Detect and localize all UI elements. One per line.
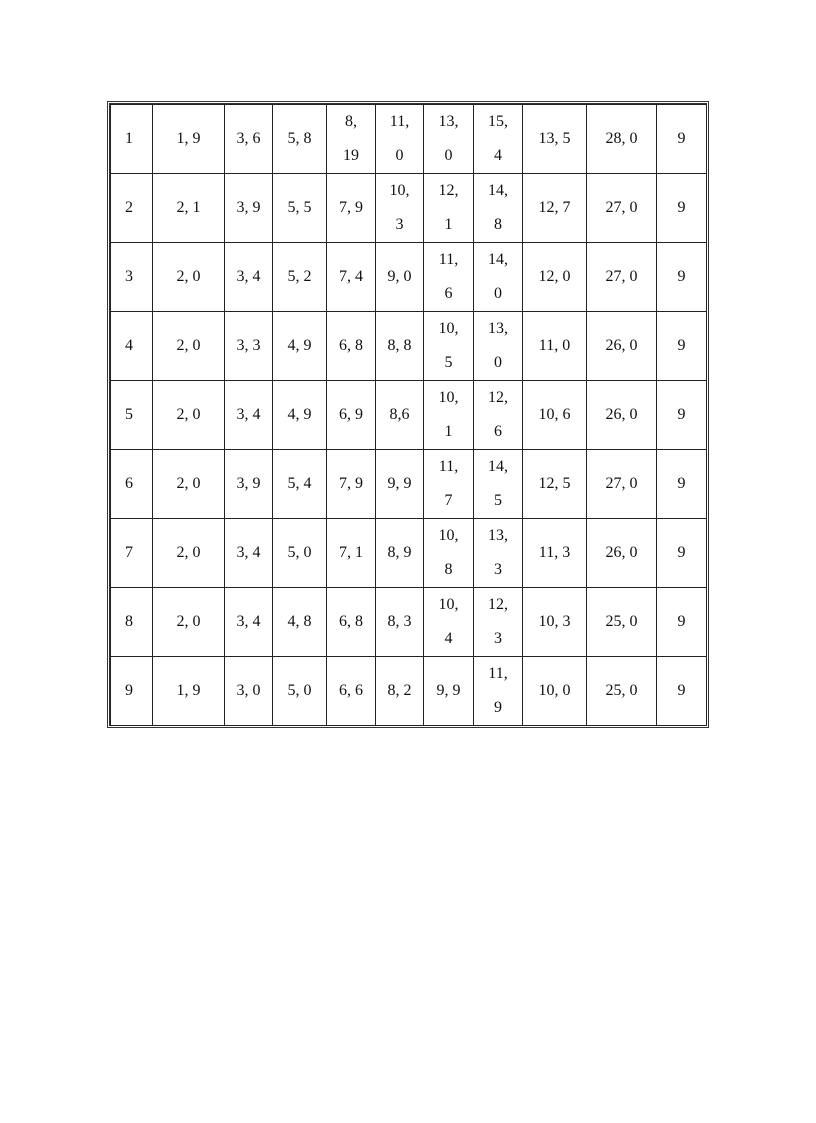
table-cell: 27, 0 [587, 174, 657, 243]
table-cell: 5, 8 [273, 105, 327, 174]
row-index-cell: 3 [111, 243, 153, 312]
table-cell: 8, 19 [327, 105, 376, 174]
table-cell: 2, 0 [153, 588, 225, 657]
table-cell: 7, 9 [327, 450, 376, 519]
table-cell: 13, 3 [474, 519, 523, 588]
table-cell: 6, 6 [327, 657, 376, 726]
table-row [111, 450, 707, 519]
table-cell: 3, 3 [225, 312, 273, 381]
table-cell: 25, 0 [587, 657, 657, 726]
table-cell: 1, 9 [153, 657, 225, 726]
table-cell: 8, 3 [376, 588, 424, 657]
table-cell: 8, 2 [376, 657, 424, 726]
table-cell: 11, 0 [523, 312, 587, 381]
table-cell: 14, 0 [474, 243, 523, 312]
table-cell: 2, 0 [153, 312, 225, 381]
table-cell: 6, 8 [327, 312, 376, 381]
table-cell: 27, 0 [587, 450, 657, 519]
row-index-cell: 6 [111, 450, 153, 519]
table-cell: 13, 0 [424, 105, 474, 174]
table-row [111, 381, 707, 450]
table-cell: 2, 0 [153, 243, 225, 312]
table-cell: 8,6 [376, 381, 424, 450]
table-cell: 5, 0 [273, 519, 327, 588]
table-cell: 25, 0 [587, 588, 657, 657]
table-cell: 3, 4 [225, 381, 273, 450]
table-row [111, 657, 707, 726]
table-cell: 12, 7 [523, 174, 587, 243]
table-cell: 13, 5 [523, 105, 587, 174]
table-cell: 11, 6 [424, 243, 474, 312]
table-cell: 8, 9 [376, 519, 424, 588]
table-cell: 10, 8 [424, 519, 474, 588]
table-row [111, 105, 707, 174]
table-cell: 9 [657, 657, 707, 726]
table-cell: 15, 4 [474, 105, 523, 174]
table-row [111, 312, 707, 381]
table-cell: 9 [657, 312, 707, 381]
table-cell: 5, 5 [273, 174, 327, 243]
table-cell: 11, 3 [523, 519, 587, 588]
table-cell: 26, 0 [587, 519, 657, 588]
table-cell: 11, 9 [474, 657, 523, 726]
table-cell: 14, 5 [474, 450, 523, 519]
table-cell: 9, 0 [376, 243, 424, 312]
row-index-cell: 2 [111, 174, 153, 243]
table-row [111, 243, 707, 312]
table-cell: 10, 3 [523, 588, 587, 657]
table-cell: 4, 8 [273, 588, 327, 657]
table-row [111, 174, 707, 243]
table-cell: 26, 0 [587, 381, 657, 450]
table-body [111, 105, 707, 726]
table-cell: 6, 9 [327, 381, 376, 450]
table-cell: 5, 2 [273, 243, 327, 312]
table-cell: 5, 4 [273, 450, 327, 519]
table-cell: 3, 4 [225, 519, 273, 588]
table-cell: 2, 0 [153, 450, 225, 519]
table-cell: 10, 3 [376, 174, 424, 243]
table-cell: 1, 9 [153, 105, 225, 174]
table-cell: 9 [657, 588, 707, 657]
table-cell: 12, 6 [474, 381, 523, 450]
table-cell: 9 [657, 174, 707, 243]
data-table [110, 104, 707, 726]
table-cell: 5, 0 [273, 657, 327, 726]
table-cell: 3, 6 [225, 105, 273, 174]
row-index-cell: 8 [111, 588, 153, 657]
table-cell: 12, 0 [523, 243, 587, 312]
table-cell: 10, 5 [424, 312, 474, 381]
table-cell: 3, 9 [225, 174, 273, 243]
table-cell: 3, 4 [225, 243, 273, 312]
table-cell: 10, 0 [523, 657, 587, 726]
table-cell: 7, 9 [327, 174, 376, 243]
table-cell: 26, 0 [587, 312, 657, 381]
table-cell: 4, 9 [273, 381, 327, 450]
table-cell: 9 [657, 105, 707, 174]
table-cell: 14, 8 [474, 174, 523, 243]
row-index-cell: 9 [111, 657, 153, 726]
table-cell: 11, 7 [424, 450, 474, 519]
table-cell: 3, 4 [225, 588, 273, 657]
row-index-cell: 1 [111, 105, 153, 174]
table-cell: 11, 0 [376, 105, 424, 174]
row-index-cell: 4 [111, 312, 153, 381]
table-cell: 7, 4 [327, 243, 376, 312]
table-cell: 10, 1 [424, 381, 474, 450]
table-cell: 2, 1 [153, 174, 225, 243]
data-table-container [107, 101, 709, 728]
table-cell: 9 [657, 519, 707, 588]
table-cell: 8, 8 [376, 312, 424, 381]
table-cell: 3, 9 [225, 450, 273, 519]
table-row [111, 519, 707, 588]
table-cell: 27, 0 [587, 243, 657, 312]
row-index-cell: 7 [111, 519, 153, 588]
table-cell: 9, 9 [424, 657, 474, 726]
table-cell: 28, 0 [587, 105, 657, 174]
table-cell: 12, 3 [474, 588, 523, 657]
table-cell: 7, 1 [327, 519, 376, 588]
table-cell: 4, 9 [273, 312, 327, 381]
table-cell: 9 [657, 243, 707, 312]
table-cell: 13, 0 [474, 312, 523, 381]
table-cell: 3, 0 [225, 657, 273, 726]
table-cell: 10, 6 [523, 381, 587, 450]
table-cell: 2, 0 [153, 381, 225, 450]
table-row [111, 588, 707, 657]
row-index-cell: 5 [111, 381, 153, 450]
table-cell: 10, 4 [424, 588, 474, 657]
table-cell: 6, 8 [327, 588, 376, 657]
table-cell: 9 [657, 450, 707, 519]
table-cell: 2, 0 [153, 519, 225, 588]
table-cell: 9, 9 [376, 450, 424, 519]
table-cell: 9 [657, 381, 707, 450]
table-cell: 12, 5 [523, 450, 587, 519]
table-cell: 12, 1 [424, 174, 474, 243]
